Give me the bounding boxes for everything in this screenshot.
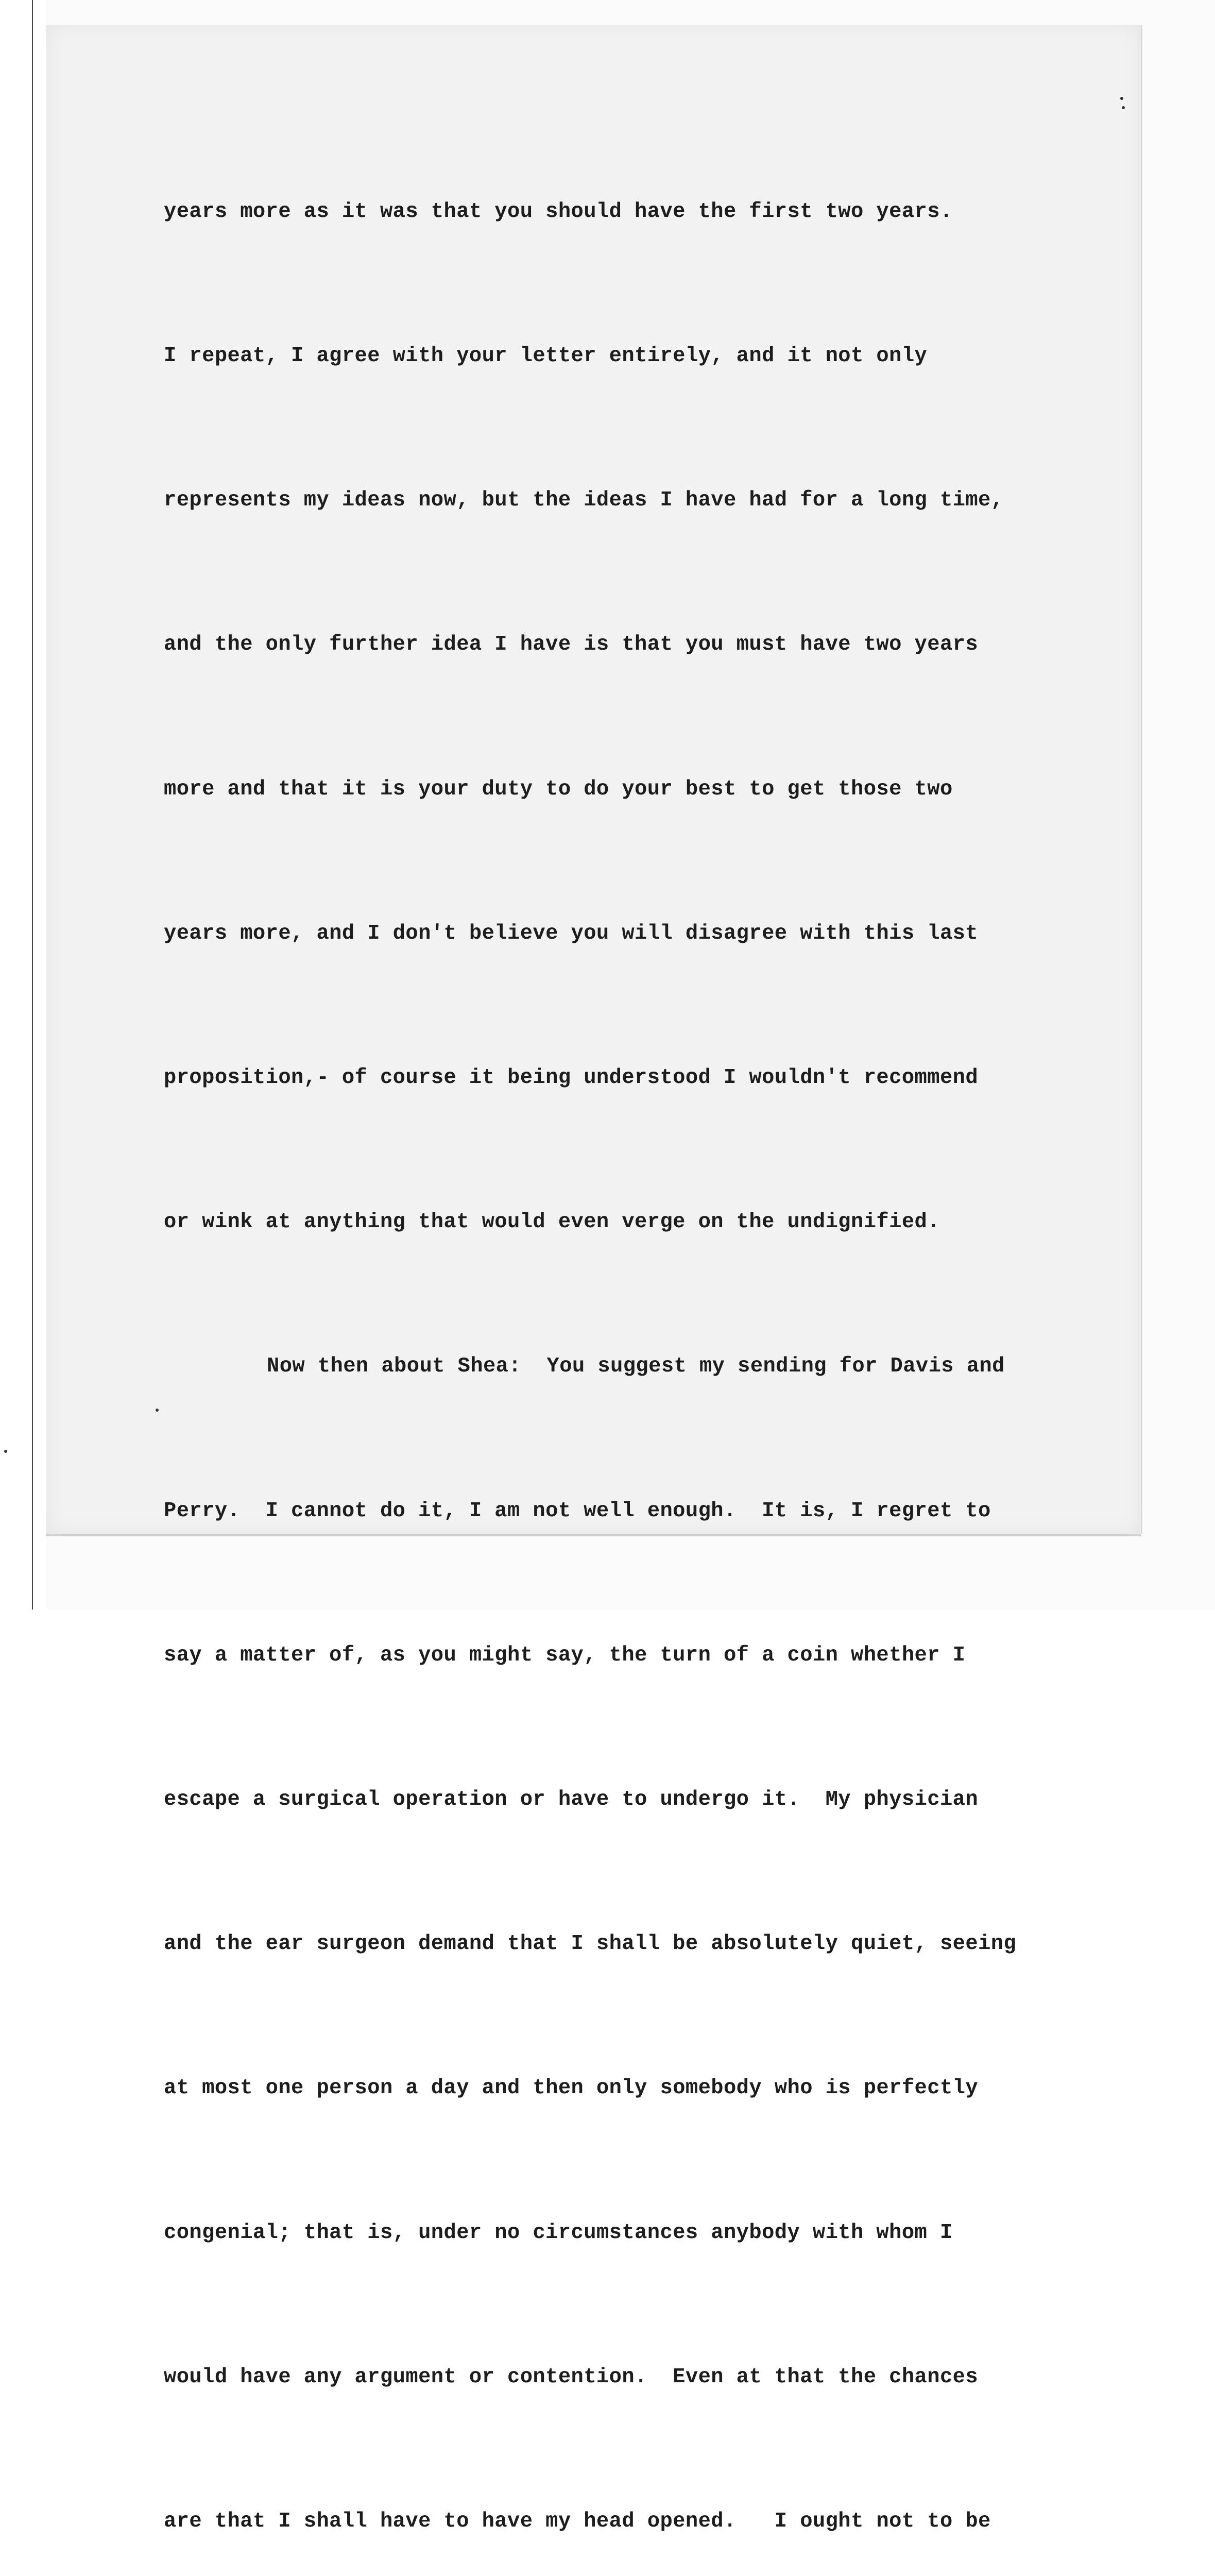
text-line: years more, and I don't believe you will disagree with this last [164,921,979,945]
text-line: Perry. I cannot do it, I am not well enough. It is, I regret to [164,1499,991,1523]
scan-margin [0,0,46,1609]
page-right-edge [1141,25,1142,1534]
paragraph-start-line: Now then about Shea: You suggest my sending for Davis and [267,1354,1005,1379]
text-line: escape a surgical operation or have to undergo it. My physician [164,1788,979,1812]
text-line: are that I shall have to have my head opened. I ought not to be [164,2510,991,2534]
text-line: at most one person a day and then only somebody who is perfectly [164,2076,979,2100]
text-line: say a matter of, as you might say, the turn of a coin whether I [164,1643,966,1667]
letter-body [164,92,1122,2576]
text-line: represents my ideas now, but the ideas I have had for a long time, [164,488,1004,513]
text-line: proposition,- of course it being understood I wouldn't recommend [164,1066,979,1090]
speck [4,1450,7,1453]
text-line: and the only further idea I have is that you must have two years [164,633,979,657]
text-line: would have any argument or contention. Even at that the chances [164,2365,979,2389]
left-border-line [32,0,33,1609]
speck [156,1409,159,1412]
text-line: years more as it was that you should have the first two years. [164,199,953,224]
text-line: and the ear surgeon demand that I shall be absolutely quiet, seeing [164,1932,1017,1956]
text-line: more and that it is your duty to do your best to get those two [164,777,953,801]
speck [1122,106,1125,109]
text-line: congenial; that is, under no circumstances anybody with whom I [164,2221,953,2245]
text-line: I repeat, I agree with your letter entirely, and it not only [164,344,928,368]
text-line: or wink at anything that would even verge on the undignified. [164,1210,940,1234]
